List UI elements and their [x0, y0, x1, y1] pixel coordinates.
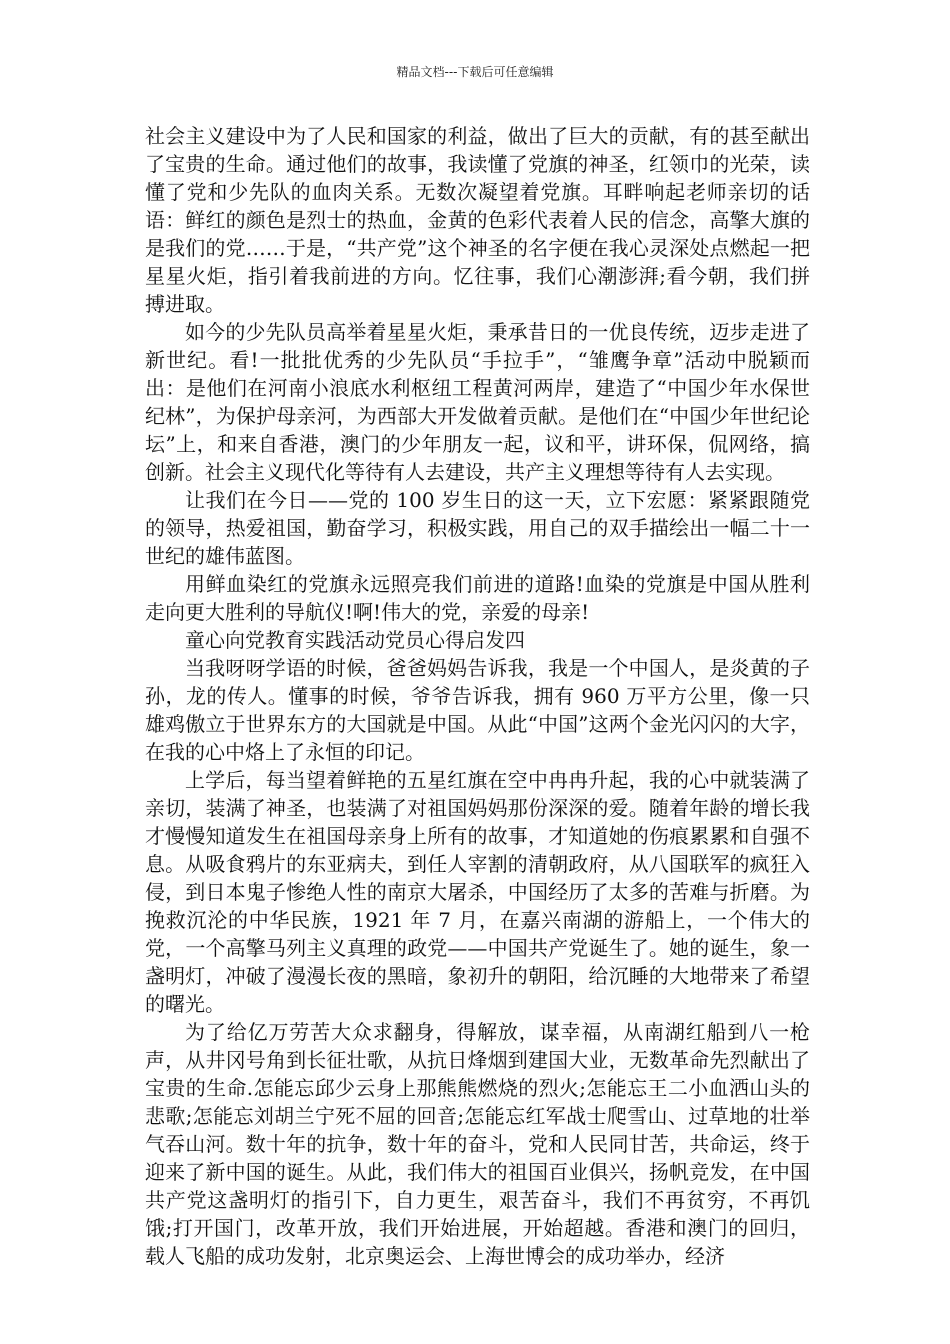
paragraph: 如今的少先队员高举着星星火炬，秉承昔日的一优良传统，迈步走进了新世纪。看!一批批优秀的少先队员“手拉手”，“雏鹰争章”活动中脱颖而出：是他们在河南小浪底水利枢纽工程黄河两岸，建造了“中国少年水保世纪林”，为保护母亲河，为西部大开发做着贡献。是他们在“中国少年世纪论坛”上，和来自香港，澳门的少年朋友一起，议和平，讲环保，侃网络，搞创新。社会主义现代化等待有人去建设，共产主义理想等待有人去实现。	[145, 320, 810, 484]
paragraph: 用鲜血染红的党旗永远照亮我们前进的道路!血染的党旗是中国从胜利走向更大胜利的导航仪!啊!伟大的党，亲爱的母亲!	[145, 572, 810, 624]
paragraph: 上学后，每当望着鲜艳的五星红旗在空中冉冉升起，我的心中就装满了亲切，装满了神圣，也装满了对祖国妈妈那份深深的爱。随着年龄的增长我才慢慢知道发生在祖国母亲身上所有的故事，才知道她的伤痕累累和自强不息。从吸食鸦片的东亚病夫，到任人宰割的清朝政府，从八国联军的疯狂入侵，到日本鬼子惨绝人性的南京大屠杀，中国经历了太多的苦难与折磨。为挽救沉沦的中华民族，1921 年 7 月，在嘉兴南湖的游船上，一个伟大的党，一个高擎马列主义真理的政党——中国共产党诞生了。她的诞生，象一盏明灯，冲破了漫漫长夜的黑暗，象初升的朝阳，给沉睡的大地带来了希望的曙光。	[145, 768, 810, 1016]
section-heading: 童心向党教育实践活动党员心得启发四	[185, 628, 525, 652]
paragraph: 让我们在今日——党的 100 岁生日的这一天，立下宏愿：紧紧跟随党的领导，热爱祖国，勤奋学习，积极实践，用自己的双手描绘出一幅二十一世纪的雄伟蓝图。	[145, 488, 810, 568]
page-header: 精品文档---下载后可任意编辑	[396, 65, 554, 79]
paragraph: 当我呀呀学语的时候，爸爸妈妈告诉我，我是一个中国人，是炎黄的子孙，龙的传人。懂事的时候，爷爷告诉我，拥有 960 万平方公里，像一只雄鸡傲立于世界东方的大国就是中国。从此“中国”这两个金光闪闪的大字，在我的心中烙上了永恒的印记。	[145, 656, 810, 764]
paragraph: 为了给亿万劳苦大众求翻身，得解放，谋幸福，从南湖红船到八一枪声，从井冈号角到长征壮歌，从抗日烽烟到建国大业，无数革命先烈献出了宝贵的生命.怎能忘邱少云身上那熊熊燃烧的烈火;怎能忘王二小血洒山头的悲歌;怎能忘刘胡兰宁死不屈的回音;怎能忘红军战士爬雪山、过草地的壮举气吞山河。数十年的抗争，数十年的奋斗，党和人民同甘苦，共命运，终于迎来了新中国的诞生。从此，我们伟大的祖国百业俱兴，扬帆竞发，在中国共产党这盏明灯的指引下，自力更生，艰苦奋斗，我们不再贫穷，不再饥饿;打开国门，改革开放，我们开始进展，开始超越。香港和澳门的回归，载人飞船的成功发射，北京奥运会、上海世博会的成功举办，经济	[145, 1020, 810, 1268]
document-body	[145, 122, 810, 1270]
paragraph-continued: 社会主义建设中为了人民和国家的利益，做出了巨大的贡献，有的甚至献出了宝贵的生命。通过他们的故事，我读懂了党旗的神圣，红领巾的光荣，读懂了党和少先队的血肉关系。无数次凝望着党旗。耳畔响起老师亲切的话语：鲜红的颜色是烈士的热血，金黄的色彩代表着人民的信念，高擎大旗的是我们的党……于是，“共产党”这个神圣的名字便在我心灵深处点燃起一把星星火炬，指引着我前进的方向。忆往事，我们心潮澎湃;看今朝，我们拼搏进取。	[145, 124, 810, 316]
